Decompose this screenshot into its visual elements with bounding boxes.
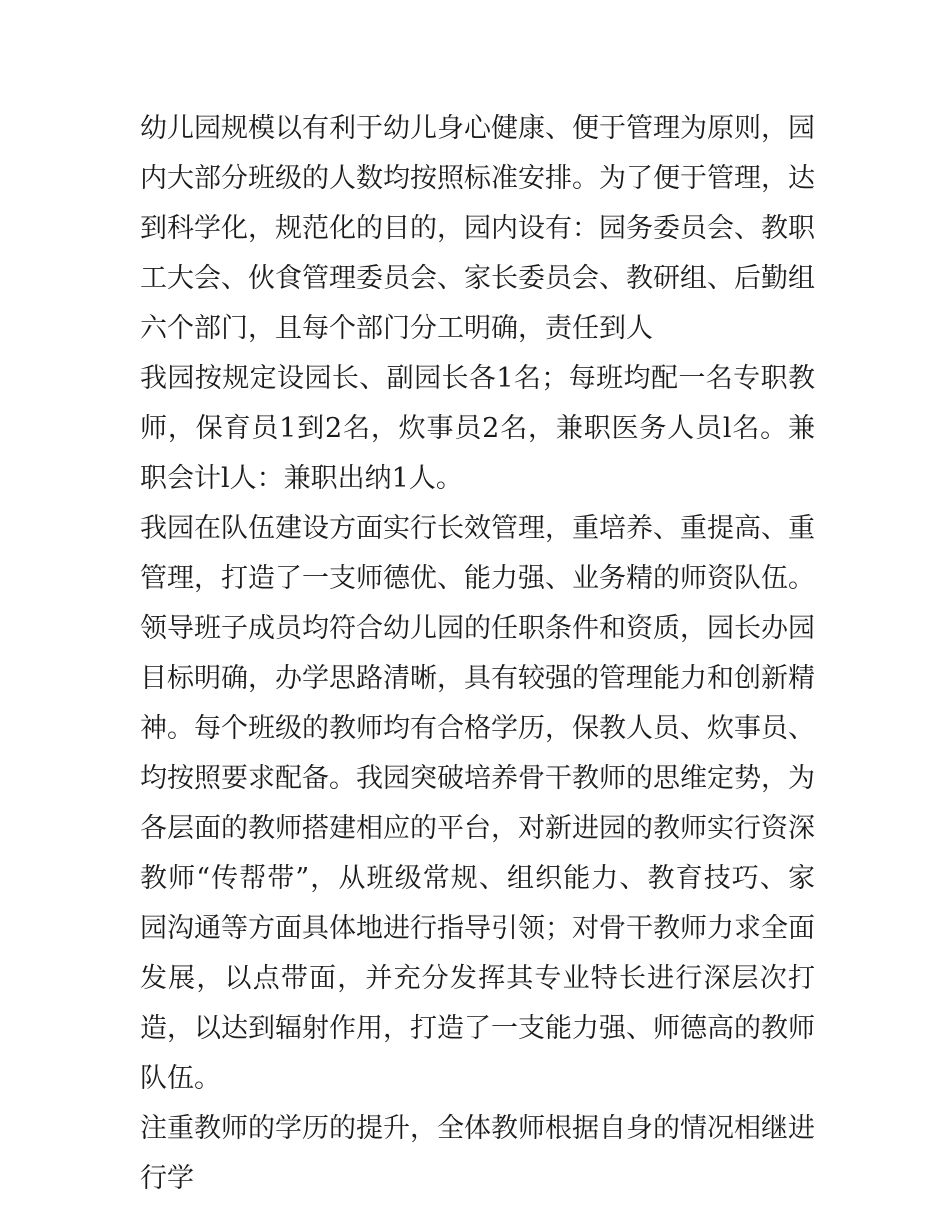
paragraph-staffing: 我园按规定设园长、副园长各1名；每班均配一名专职教师，保育员1到2名，炊事员2名，兼职医务人员l名。兼职会计l人：兼职出纳1人。: [140, 363, 815, 494]
document-body: [140, 104, 815, 1204]
paragraph-team-building: 我园在队伍建设方面实行长效管理，重培养、重提高、重管理，打造了一支师德优、能力强、业务精的师资队伍。领导班子成员均符合幼儿园的任职条件和资质，园长办园目标明确，办学思路清晰，具有较强的管理能力和创新精神。每个班级的教师均有合格学历，保教人员、炊事员、均按照要求配备。我园突破培养骨干教师的思维定势，为各层面的教师搭建相应的平台，对新进园的教师实行资深教师“传帮带”，从班级常规、组织能力、教育技巧、家园沟通等方面具体地进行指导引领；对骨干教师力求全面发展，以点带面，并充分发挥其专业特长进行深层次打造，以达到辐射作用，打造了一支能力强、师德高的教师队伍。: [140, 513, 815, 1094]
paragraph-education-upgrade: 注重教师的学历的提升，全体教师根据自身的情况相继进行学: [140, 1113, 815, 1194]
paragraph-organization: 幼儿园规模以有利于幼儿身心健康、便于管理为原则，园内大部分班级的人数均按照标准安排。为了便于管理，达到科学化，规范化的目的，园内设有：园务委员会、教职工大会、伙食管理委员会、家长委员会、教研组、后勤组六个部门，且每个部门分工明确，责任到人: [140, 113, 815, 344]
